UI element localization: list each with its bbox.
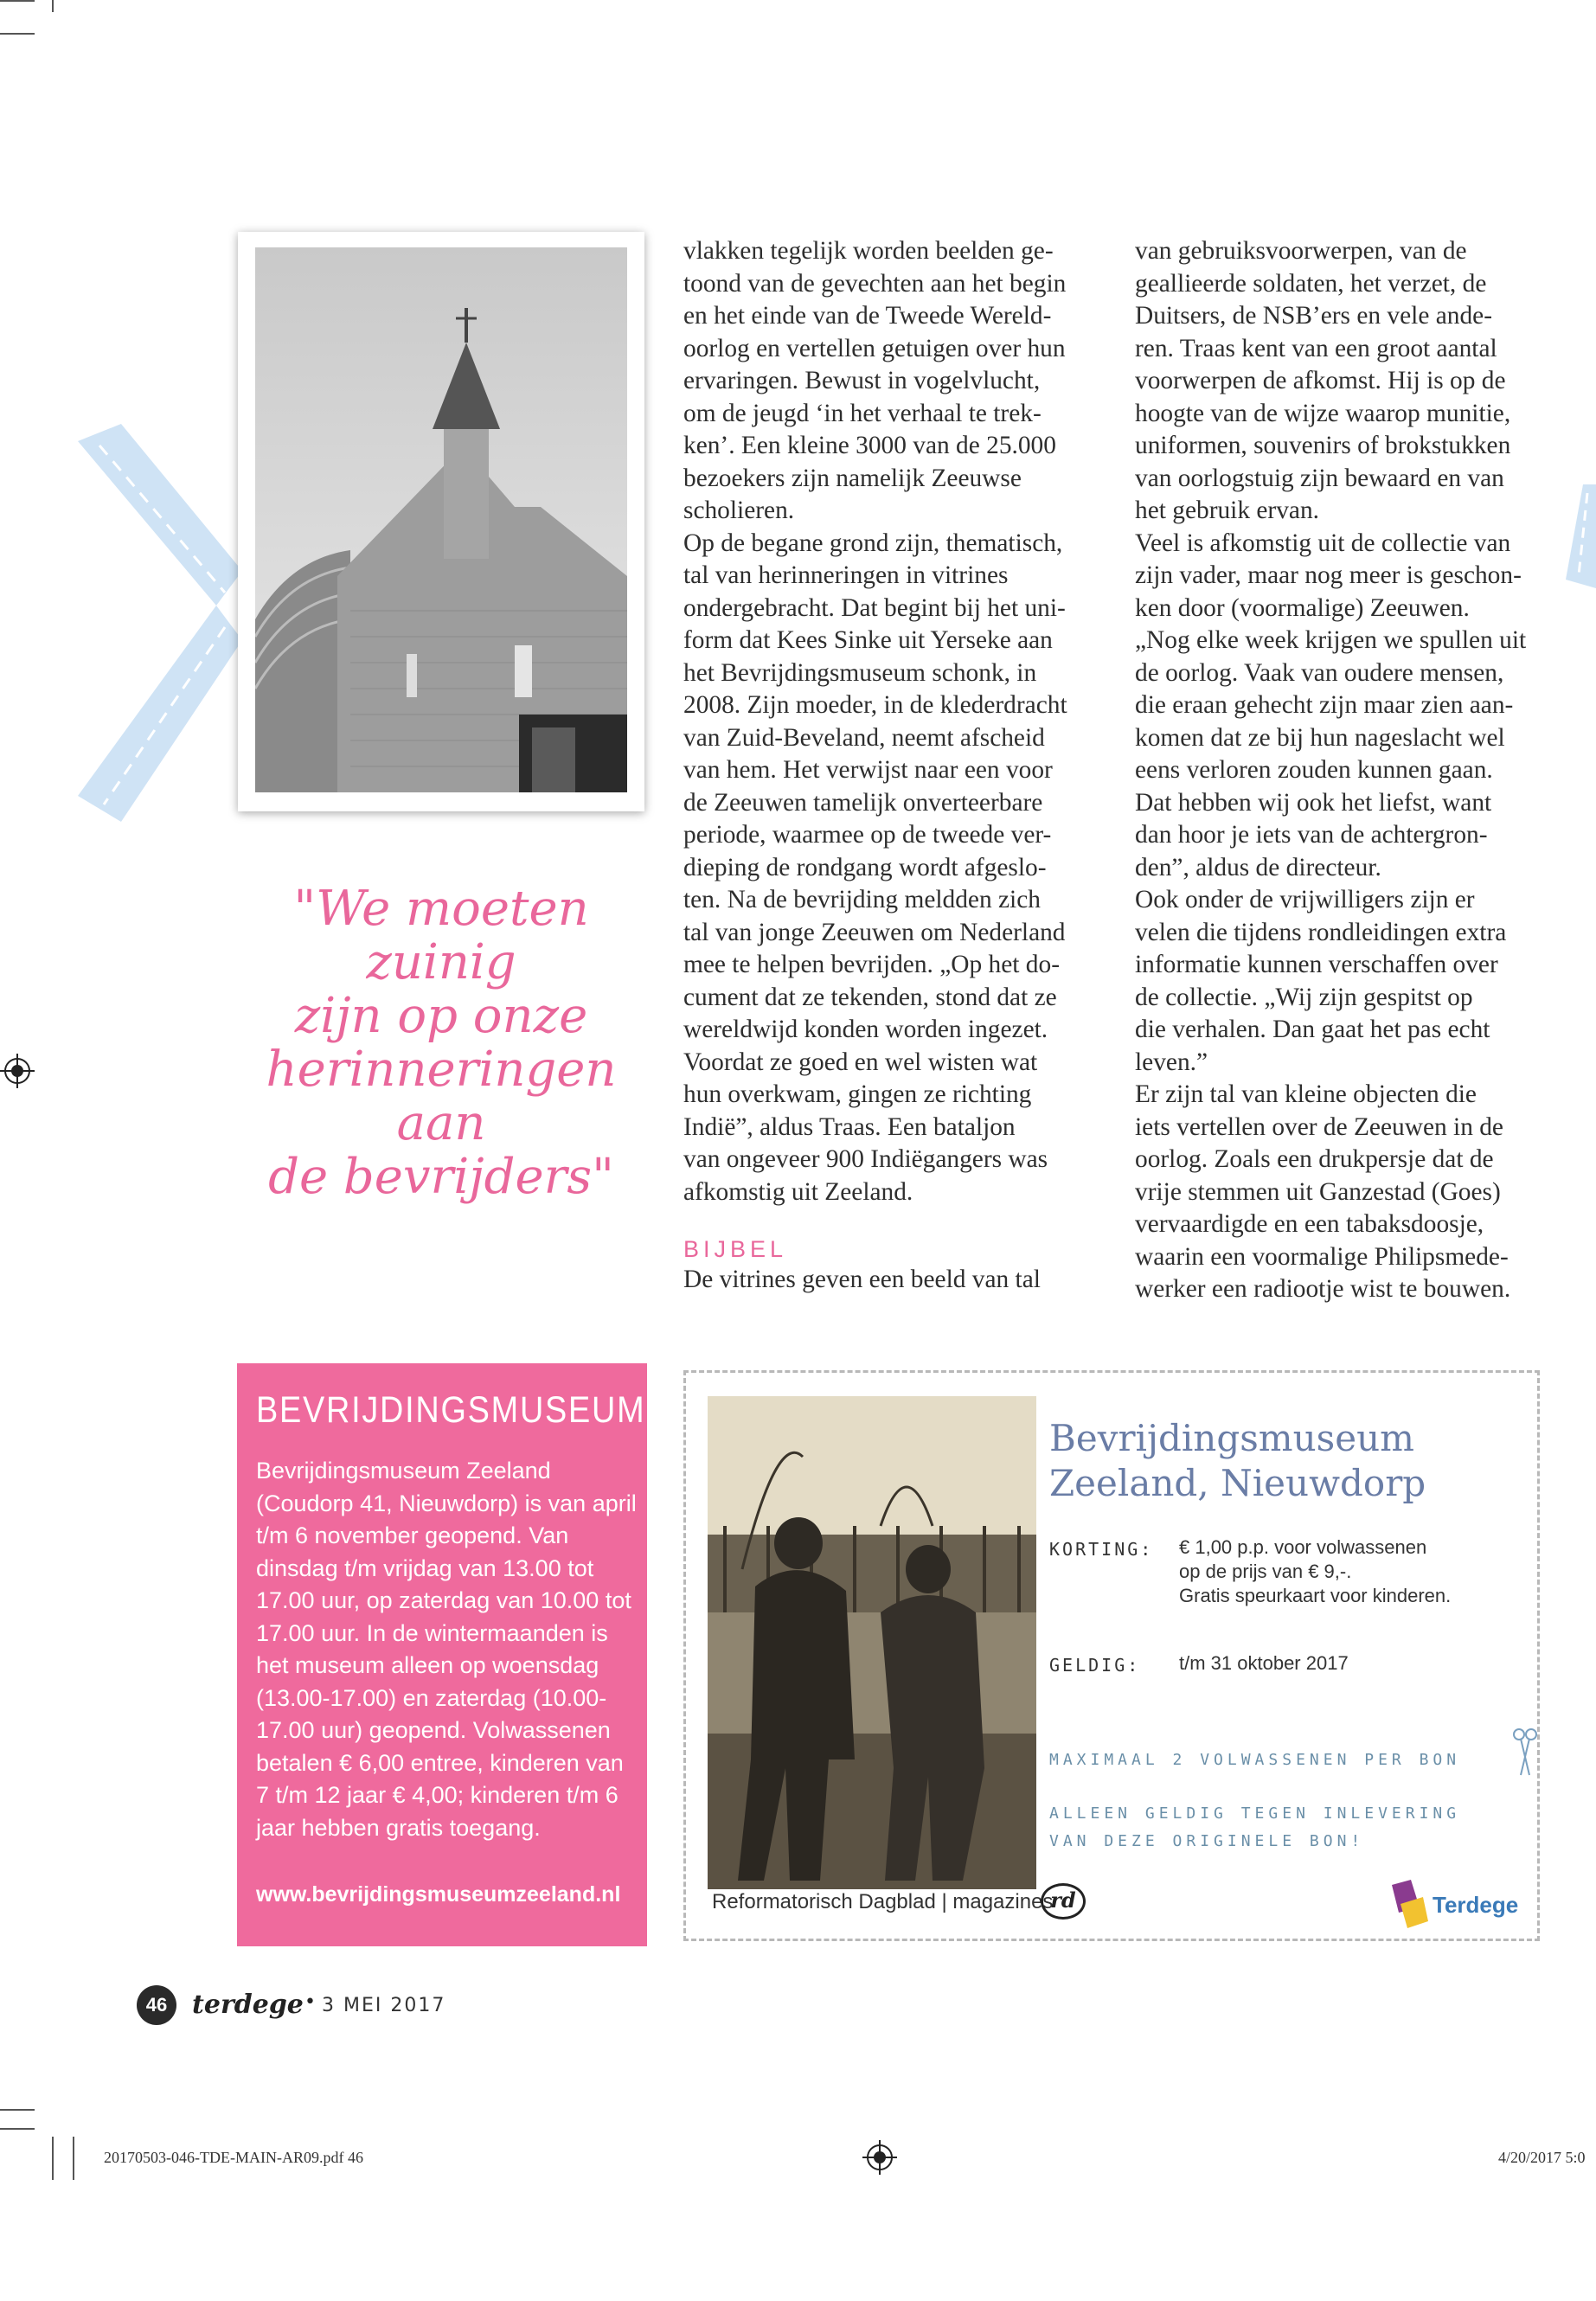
article-column-1 xyxy=(683,235,1099,1297)
article-line: hun overkwam, gingen ze richting xyxy=(683,1080,1032,1108)
geldig-value: t/m 31 oktober 2017 xyxy=(1179,1652,1349,1674)
article-line: scholieren. xyxy=(683,497,795,524)
page-number: 46 xyxy=(137,1985,176,2025)
article-line: geallieerde soldaten, het verzet, de xyxy=(1135,269,1487,298)
article-line: om de jeugd ‘in het verhaal te trek- xyxy=(683,399,1042,427)
quote-line: zijn op onze xyxy=(294,988,588,1044)
article-line: Dat hebben wij ook het liefst, want xyxy=(1135,788,1492,817)
magazine-brand: terdege xyxy=(192,1990,304,2020)
article-line: Indië”, aldus Traas. Een bataljon xyxy=(683,1112,1016,1141)
article-line: tal van herinneringen in vitrines xyxy=(683,561,1009,589)
soldiers-photo xyxy=(708,1396,1036,1889)
article-line: hoogte van de wijze waarop munitie, xyxy=(1135,399,1511,427)
crop-mark xyxy=(0,33,35,35)
article-line: den”, aldus de directeur. xyxy=(1135,853,1381,881)
footer-separator: • xyxy=(304,1991,316,2013)
article-line: form dat Kees Sinke uit Yerseke aan xyxy=(683,626,1053,654)
quote-line: "We moeten zuinig xyxy=(293,881,589,990)
registration-mark-icon xyxy=(0,1054,35,1088)
info-box-title: BEVRIJDINGSMUSEUM xyxy=(256,1389,646,1431)
article-line: die eraan gehecht zijn maar zien aan- xyxy=(1135,691,1514,719)
church-photo xyxy=(255,247,627,792)
article-line: ken door (voormalige) Zeeuwen. xyxy=(1135,593,1470,622)
info-box-text: Bevrijdingsmuseum Zeeland (Coudorp 41, Nieuwdorp) is van april t/m 6 november geopend. Van dinsdag t/m vrijdag van 13.00 tot 17.00 uur, op zaterdag van 10.00 tot 17.00 uur. In de wintermaanden is het museum alleen op woensdag (13.00-17.00) en zaterdag (10.00-17.00 uur) geopend. Volwassenen betalen € 6,00 entree, kinderen van 7 t/m 12 jaar € 4,00; kinderen t/m 6 jaar hebben gratis toegang. xyxy=(256,1458,637,1841)
article-line: ervaringen. Bewust in vogelvlucht, xyxy=(683,367,1041,394)
print-slug-date: 4/20/2017 5:0 xyxy=(1498,2149,1586,2166)
discount-coupon xyxy=(683,1370,1540,1941)
article-line: van oorlogstuig zijn bewaard en van xyxy=(1135,464,1504,492)
article-line: ten. Na de bevrijding meldden zich xyxy=(683,886,1041,913)
publisher-name: Reformatorisch Dagblad | magazines xyxy=(712,1890,1054,1913)
notice-line: ALLEEN GELDIG TEGEN INLEVERING xyxy=(1049,1804,1461,1823)
crop-mark xyxy=(0,2128,35,2130)
article-line: vervaardigde en een tabaksdoosje, xyxy=(1135,1210,1484,1238)
article-line: van hem. Het verwijst naar een voor xyxy=(683,756,1053,784)
article-line: wereldwijd konden worden ingezet. xyxy=(683,1016,1048,1043)
article-line: de Zeeuwen tamelijk onverteerbare xyxy=(683,788,1043,817)
article-column-2 xyxy=(1135,235,1550,1306)
article-line: Ook onder de vrijwilligers zijn er xyxy=(1135,886,1475,913)
section-subheading: BIJBEL xyxy=(683,1236,788,1262)
museum-info-box xyxy=(237,1363,647,1946)
article-line: het gebruik ervan. xyxy=(1135,497,1319,524)
article-line: ondergebracht. Dat begint bij het uni- xyxy=(683,593,1066,622)
article-line: dieping de rondgang wordt afgeslo- xyxy=(683,853,1047,881)
scissors-icon xyxy=(1512,1727,1538,1779)
article-line: bezoekers zijn namelijk Zeeuwse xyxy=(683,464,1022,492)
print-slug-filename: 20170503-046-TDE-MAIN-AR09.pdf 46 xyxy=(104,2149,363,2166)
article-line: oorlog en vertellen getuigen over hun xyxy=(683,334,1066,362)
article-line: vrije stemmen uit Ganzestad (Goes) xyxy=(1135,1177,1501,1206)
article-line: die verhalen. Dan gaat het pas echt xyxy=(1135,1016,1490,1043)
article-line: de oorlog. Vaak van oudere mensen, xyxy=(1135,658,1504,687)
notice-line: VAN DEZE ORIGINELE BON! xyxy=(1049,1832,1365,1850)
registration-mark-icon xyxy=(862,2140,897,2175)
article-line: van ongeveer 900 Indiëgangers was xyxy=(683,1145,1048,1173)
article-line: iets vertellen over de Zeeuwen in de xyxy=(1135,1112,1503,1141)
article-line: velen die tijdens rondleidingen extra xyxy=(1135,918,1507,946)
article-line: van gebruiksvoorwerpen, van de xyxy=(1135,237,1467,265)
quote-line: herinneringen aan xyxy=(266,1042,617,1151)
korting-line: Gratis speurkaart voor kinderen. xyxy=(1179,1585,1452,1606)
article-line: periode, waarmee op de tweede ver- xyxy=(683,821,1052,849)
article-line: cument dat ze tekenden, stond dat ze xyxy=(683,983,1057,1011)
article-line: Er zijn tal van kleine objecten die xyxy=(1135,1080,1477,1108)
article-line: dan hoor je iets van de achtergron- xyxy=(1135,821,1488,849)
article-line: tal van jonge Zeeuwen om Nederland xyxy=(683,918,1066,946)
article-line: ken’. Een kleine 3000 van de 25.000 xyxy=(683,432,1056,459)
article-line: eens verloren zouden kunnen gaan. xyxy=(1135,756,1493,784)
article-line: komen dat ze bij hun nageslacht wel xyxy=(1135,723,1505,752)
geldig-label: GELDIG: xyxy=(1049,1655,1141,1676)
article-line: Duitsers, de NSB’ers en vele ande- xyxy=(1135,302,1492,330)
issue-date: 3 MEI 2017 xyxy=(322,1995,446,2016)
article-line: uniformen, souvenirs of brokstukken xyxy=(1135,432,1511,459)
article-line: afkomstig uit Zeeland. xyxy=(683,1177,913,1206)
article-line: werker een radiootje wist te bouwen. xyxy=(1135,1275,1511,1303)
coupon-notice-valid xyxy=(1049,1800,1499,1856)
article-line: Op de begane grond zijn, thematisch, xyxy=(683,529,1063,557)
article-line: waarin een voormalige Philipsmede- xyxy=(1135,1242,1509,1271)
article-line: de collectie. „Wij zijn gespitst op xyxy=(1135,983,1473,1011)
crop-mark xyxy=(0,0,35,2)
article-line: oorlog. Zoals een drukpersje dat de xyxy=(1135,1145,1494,1173)
article-line: het Bevrijdingsmuseum schonk, in xyxy=(683,658,1037,687)
article-line: zijn vader, maar nog meer is geschon- xyxy=(1135,561,1522,589)
crop-mark xyxy=(0,2109,35,2111)
coupon-title-line: Zeeland, Nieuwdorp xyxy=(1049,1462,1426,1504)
terdege-logo-icon xyxy=(1388,1880,1430,1928)
coupon-notice-max: MAXIMAAL 2 VOLWASSENEN PER BON xyxy=(1049,1751,1461,1769)
article-line: De vitrines geven een beeld van tal xyxy=(683,1266,1041,1293)
museum-website-link[interactable]: www.bevrijdingsmuseumzeeland.nl xyxy=(256,1882,621,1907)
article-line: vlakken tegelijk worden beelden ge- xyxy=(683,237,1054,265)
coupon-title xyxy=(1049,1416,1516,1506)
crop-mark xyxy=(52,2137,54,2180)
article-line: informatie kunnen verschaffen over xyxy=(1135,951,1498,978)
korting-line: op de prijs van € 9,-. xyxy=(1179,1561,1352,1582)
article-line: en het einde van de Tweede Wereld- xyxy=(683,302,1052,330)
article-line: voorwerpen de afkomst. Hij is op de xyxy=(1135,367,1506,394)
rd-logo: rd xyxy=(1041,1883,1086,1920)
quote-line: de bevrijders" xyxy=(268,1149,614,1205)
article-line: „Nog elke week krijgen we spullen uit xyxy=(1135,626,1527,654)
terdege-logo-text: Terdege xyxy=(1433,1892,1519,1918)
article-line: Veel is afkomstig uit de collectie van xyxy=(1135,529,1511,557)
article-line: mee te helpen bevrijden. „Op het do- xyxy=(683,951,1060,978)
korting-value xyxy=(1179,1535,1508,1608)
korting-label: KORTING: xyxy=(1049,1539,1154,1560)
crop-mark xyxy=(73,2137,74,2180)
article-line: leven.” xyxy=(1135,1048,1208,1076)
korting-line: € 1,00 p.p. voor volwassenen xyxy=(1179,1536,1427,1558)
article-line: van Zuid-Beveland, neemt afscheid xyxy=(683,723,1045,752)
crop-mark xyxy=(52,0,54,12)
article-line: ren. Traas kent van een groot aantal xyxy=(1135,334,1497,362)
pull-quote xyxy=(234,882,649,1204)
article-line: 2008. Zijn moeder, in de klederdracht xyxy=(683,691,1067,719)
article-line: Voordat ze goed en wel wisten wat xyxy=(683,1048,1038,1076)
coupon-title-line: Bevrijdingsmuseum xyxy=(1049,1417,1414,1459)
decorative-tape-right xyxy=(1566,484,1596,588)
article-line: toond van de gevechten aan het begin xyxy=(683,269,1067,298)
church-photo-frame xyxy=(238,232,644,811)
